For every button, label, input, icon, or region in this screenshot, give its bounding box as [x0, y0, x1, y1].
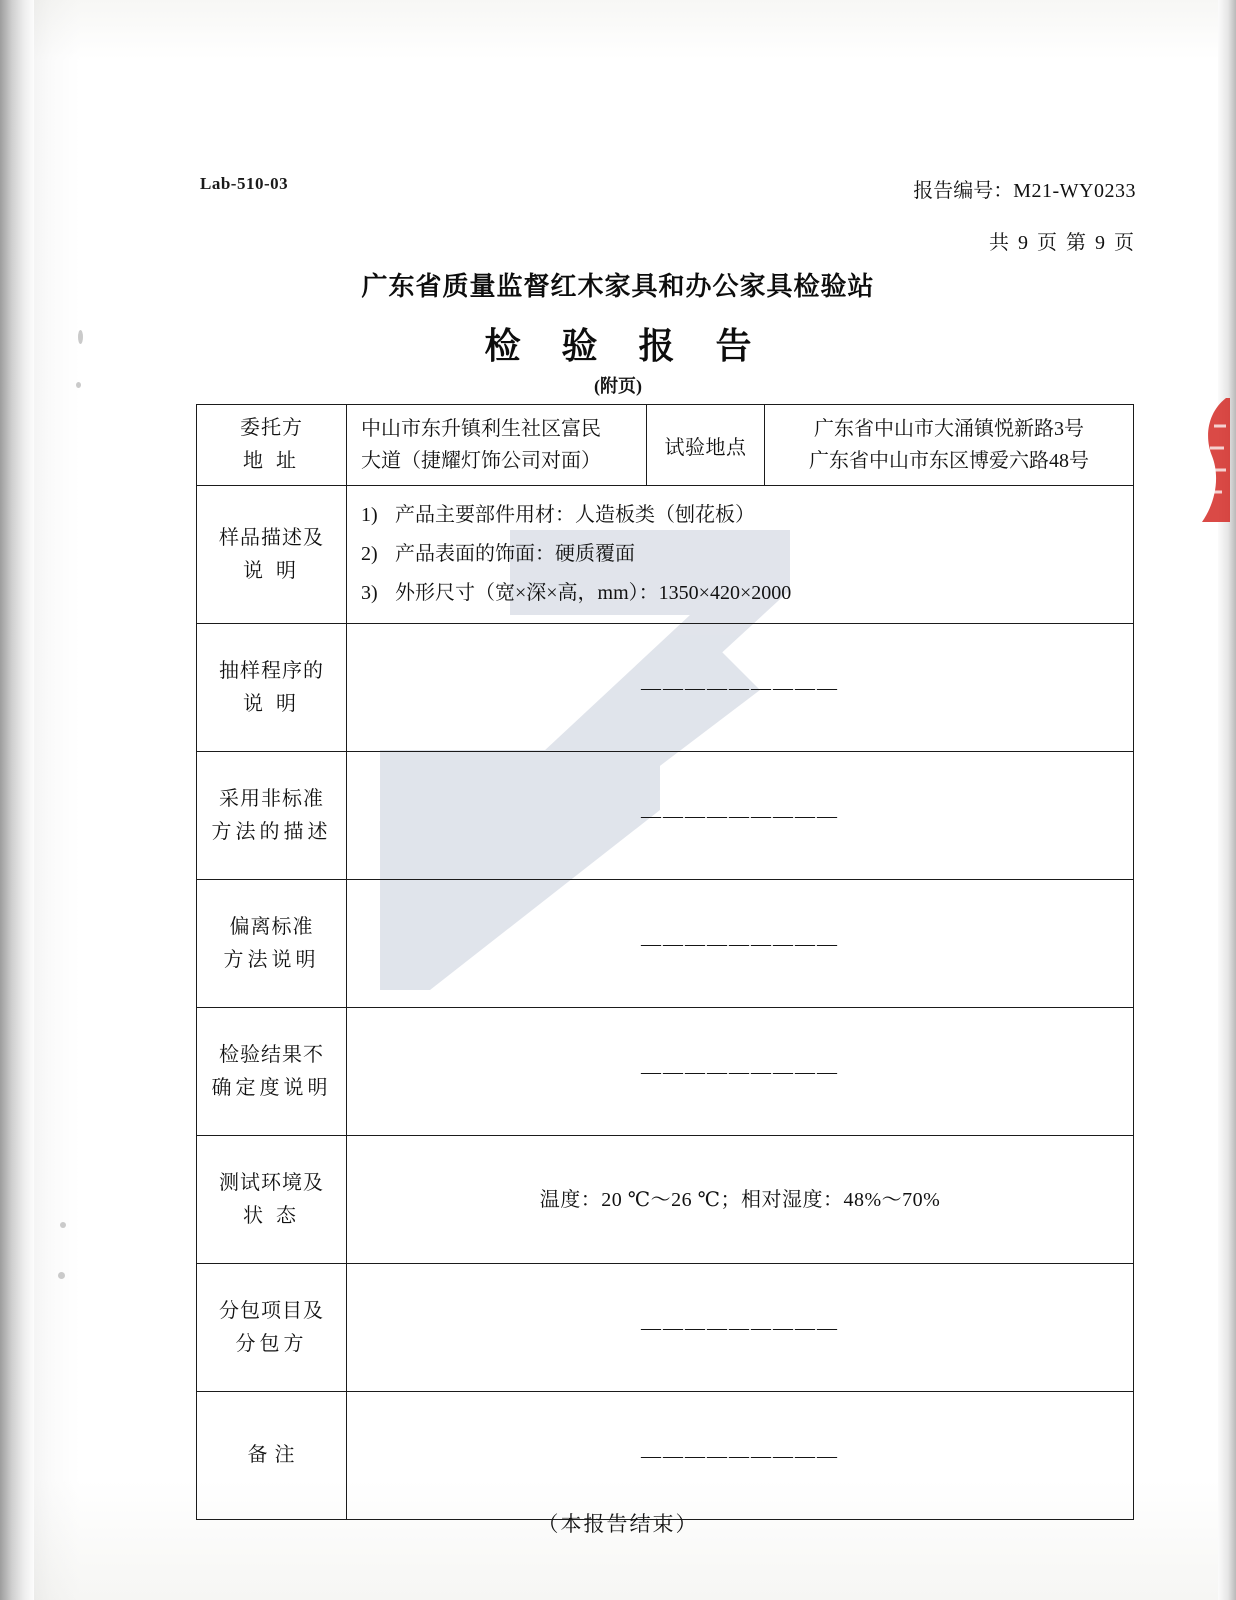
label-line1: 抽样程序的	[219, 659, 324, 682]
item-number: 1)	[361, 504, 378, 526]
label-line1: 采用非标准	[219, 787, 324, 810]
client-address-line2: 大道（捷耀灯饰公司对面）	[361, 450, 601, 472]
test-place-line2: 广东省中山市东区博爱六路48号	[809, 450, 1089, 472]
table-row-deviation-method	[197, 880, 1134, 1008]
sample-description-list	[361, 494, 1119, 615]
item-text: 外形尺寸（宽×深×高，mm）：1350×420×2000	[395, 582, 792, 604]
end-of-report-note: （本报告结束）	[537, 1512, 699, 1536]
row-label-deviation-method	[197, 880, 347, 1008]
item-number: 3)	[361, 582, 378, 604]
client-address-line1: 中山市东升镇利生社区富民	[361, 418, 601, 440]
list-item	[361, 574, 1119, 613]
test-place-line1: 广东省中山市大涌镇悦新路3号	[814, 418, 1084, 440]
table-row-nonstandard-method	[197, 752, 1134, 880]
label-line1: 检验结果不	[219, 1043, 324, 1066]
label-line1: 偏离标准	[229, 915, 314, 938]
table-row-remarks	[197, 1392, 1134, 1520]
row-label-sample-description	[197, 486, 347, 624]
sampling-procedure-value	[347, 624, 1134, 752]
empty-dash: —————————	[641, 932, 839, 955]
row-label-test-environment	[197, 1136, 347, 1264]
nonstandard-method-value	[347, 752, 1134, 880]
report-number	[913, 174, 1136, 203]
label-line1: 委托方	[240, 417, 303, 439]
row-label-nonstandard-method	[197, 752, 347, 880]
label-line2: 分包方	[235, 1332, 308, 1355]
page-title: 检 验 报 告	[484, 326, 768, 366]
item-text: 产品主要部件用材：人造板类（刨花板）	[395, 504, 755, 526]
row-label-subcontract	[197, 1264, 347, 1392]
table-row-client-address	[197, 405, 1134, 486]
page-count: 共 9 页 第 9 页	[989, 232, 1136, 254]
sample-description-value	[347, 486, 1134, 624]
organization-title: 广东省质量监督红木家具和办公家具检验站	[361, 272, 875, 301]
row-label-client-address	[197, 405, 347, 486]
test-environment-value: 温度：20 ℃～26 ℃；相对湿度：48%～70%	[347, 1136, 1134, 1264]
empty-dash: —————————	[641, 676, 839, 699]
subcontract-value	[347, 1264, 1134, 1392]
empty-dash: —————————	[641, 804, 839, 827]
deviation-method-value	[347, 880, 1134, 1008]
item-text: 产品表面的饰面：硬质覆面	[395, 543, 635, 565]
test-place-label: 试验地点	[647, 405, 765, 486]
label-line2: 地 址	[243, 450, 300, 472]
row-label-remarks	[197, 1392, 347, 1520]
test-place-value	[765, 405, 1134, 486]
doc-code: Lab-510-03	[200, 174, 289, 193]
label-line2: 确定度说明	[211, 1076, 332, 1099]
label-line2: 说 明	[243, 692, 300, 715]
table-row-sampling-procedure	[197, 624, 1134, 752]
empty-dash: —————————	[641, 1444, 839, 1467]
list-item	[361, 535, 1119, 574]
remarks-value	[347, 1392, 1134, 1520]
label-line2: 说 明	[243, 559, 300, 582]
table-row-sample-description	[197, 486, 1134, 624]
label-line1: 备 注	[247, 1444, 296, 1466]
label-line2: 方法的描述	[211, 820, 332, 843]
table-row-test-environment	[197, 1136, 1134, 1264]
label-line1: 分包项目及	[219, 1299, 324, 1322]
row-label-uncertainty	[197, 1008, 347, 1136]
client-address-value	[347, 405, 647, 486]
report-number-label: 报告编号：	[913, 180, 1014, 202]
label-line1: 测试环境及	[219, 1171, 324, 1194]
sub-title: (附页)	[594, 376, 642, 396]
empty-dash: —————————	[641, 1316, 839, 1339]
item-number: 2)	[361, 543, 378, 565]
uncertainty-value	[347, 1008, 1134, 1136]
list-item	[361, 496, 1119, 535]
label-line2: 方法说明	[223, 948, 320, 971]
label-line1: 样品描述及	[219, 526, 324, 549]
row-label-sampling-procedure	[197, 624, 347, 752]
empty-dash: —————————	[641, 1060, 839, 1083]
label-line2: 状 态	[243, 1204, 300, 1227]
report-number-value: M21-WY0233	[1013, 180, 1136, 202]
table-row-uncertainty	[197, 1008, 1134, 1136]
report-table	[196, 404, 1134, 1520]
table-row-subcontract	[197, 1264, 1134, 1392]
